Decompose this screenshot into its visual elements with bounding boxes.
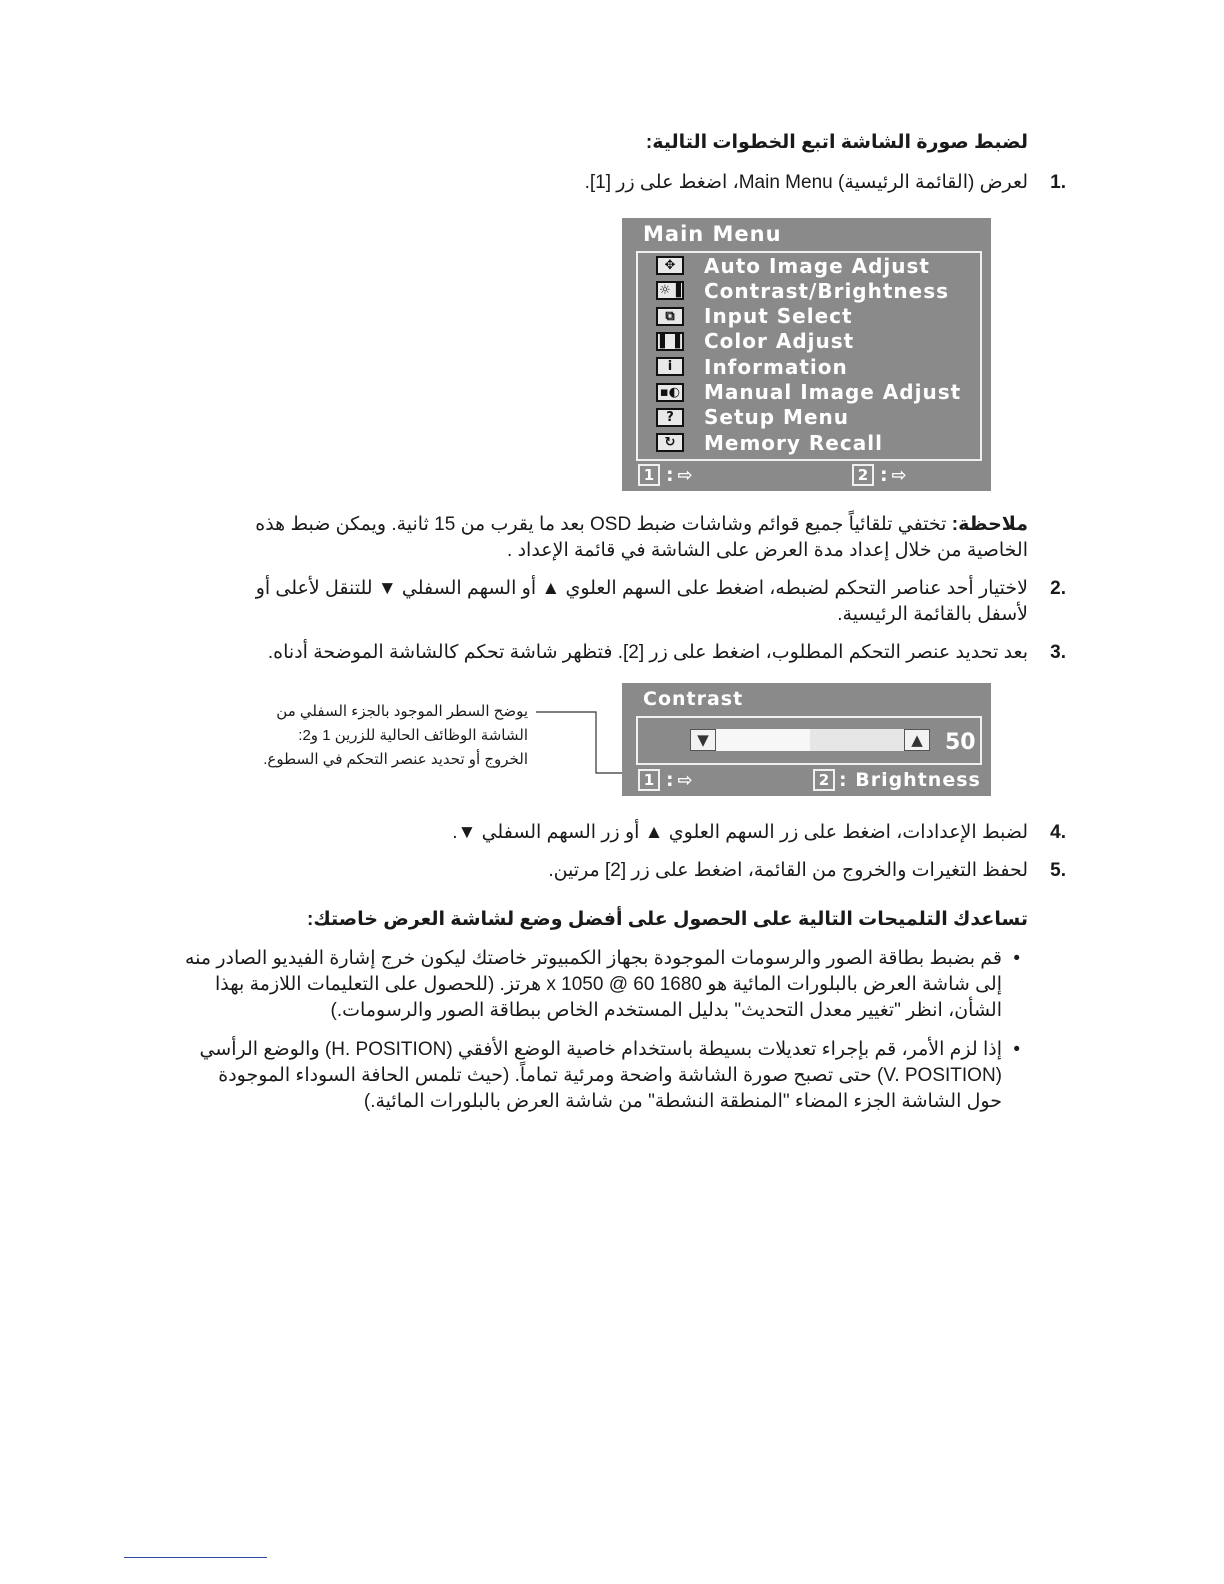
callout-line: الخروج أو تحديد عنصر التحكم في السطوع.	[263, 751, 528, 768]
footer-divider	[124, 1557, 267, 1558]
note-label: ملاحظة:	[951, 514, 1028, 535]
exit-icon: ⇨	[677, 769, 693, 791]
note-text: تختفي تلقائياً جميع قوائم وشاشات ضبط OSD بعد ما يقرب من 15 ثانية. ويمكن ضبط هذه الخاصية من خلال إعداد مدة العرض على الشاشة في قائمة الإعداد .	[255, 514, 1028, 561]
tip-bullet-2	[182, 1037, 1020, 1115]
tips-heading: تساعدك التلميحات التالية على الحصول على أفضل وضع لشاشة العرض خاصتك:	[307, 909, 1028, 930]
menu-item[interactable]	[656, 354, 848, 379]
step-5	[208, 858, 1066, 884]
menu-item[interactable]	[656, 329, 854, 354]
step-number: .2	[1050, 578, 1066, 599]
menu-item[interactable]	[656, 380, 961, 405]
osd-footer-left	[638, 464, 693, 486]
step-number: .4	[1050, 822, 1066, 843]
manual-adjust-icon: ▪◐	[656, 383, 684, 402]
contrast-brightness-icon: ☼▐	[656, 281, 684, 300]
step-number: .3	[1050, 642, 1066, 663]
information-icon: i	[656, 357, 684, 376]
step-1	[208, 170, 1066, 196]
menu-item-label: Information	[704, 354, 848, 379]
exit-icon: ⇨	[677, 464, 693, 486]
bullet-mark: •	[1013, 1039, 1020, 1060]
step-3	[208, 640, 1066, 666]
auto-adjust-icon: ✥	[656, 256, 684, 275]
step-text: لضبط الإعدادات، اضغط على زر السهم العلوي ▲ أو زر السهم السفلي ▼.	[452, 822, 1028, 843]
menu-item-label: Contrast/Brightness	[704, 278, 950, 303]
callout-text	[258, 700, 528, 772]
footer-sep: :	[880, 464, 888, 486]
menu-item-label: Memory Recall	[704, 430, 883, 455]
tip-text: إذا لزم الأمر، قم بإجراء تعديلات بسيطة باستخدام خاصية الوضع الأفقي (H. POSITION) والوضع الرأسي (V. POSITION) حتى تصبح صورة الشاشة واضحة ومرئية تماماً. (حيث تلمس الحافة السوداء الموجودة حول الشاشة الجزء المضاء "المنطقة النشطة" من شاشة العرض بالبلورات المائية.)	[199, 1039, 1002, 1112]
note	[218, 512, 1028, 564]
menu-item-label: Color Adjust	[704, 329, 855, 354]
menu-item-label: Input Select	[704, 304, 853, 329]
step-number: .1	[1050, 172, 1066, 193]
osd-title: Main Menu	[643, 222, 782, 246]
bullet-mark: •	[1013, 948, 1020, 969]
callout-connector	[530, 705, 630, 777]
brightness-label: : Brightness	[839, 769, 981, 791]
step-text: لعرض (القائمة الرئيسية) Main Menu، اضغط على زر [1].	[584, 172, 1028, 193]
footer-sep: :	[666, 464, 674, 486]
key-2-box: 2	[813, 769, 835, 791]
step-2	[208, 576, 1066, 628]
osd-footer-right	[852, 464, 907, 486]
osd-title: Contrast	[643, 688, 744, 710]
contrast-osd	[622, 683, 991, 796]
tip-bullet-1	[182, 946, 1020, 1024]
footer-sep: :	[666, 769, 674, 791]
menu-item-label: Manual Image Adjust	[704, 380, 962, 404]
step-text: بعد تحديد عنصر التحكم المطلوب، اضغط على زر [2]. فتظهر شاشة تحكم كالشاشة الموضحة أدناه.	[267, 642, 1028, 663]
step-number: .5	[1050, 860, 1066, 881]
memory-recall-icon: ↻	[656, 433, 684, 452]
osd-footer-right	[813, 769, 981, 791]
callout-line: يوضح السطر الموجود بالجزء السفلي من	[276, 703, 528, 720]
contrast-slider[interactable]	[690, 729, 930, 751]
tip-text: قم بضبط بطاقة الصور والرسومات الموجودة بجهاز الكمبيوتر خاصتك ليكون خرج إشارة الفيديو الصادر منه إلى شاشة العرض بالبلورات المائية هو 1680 x 1050 @ 60 هرتز. (للحصول على التعليمات اللازمة بهذا الشأن، انظر "تغيير معدل التحديث" بدليل المستخدم الخاص ببطاقة الصور والرسومات.)	[184, 948, 1002, 1021]
setup-menu-icon: ?	[656, 408, 684, 427]
main-menu-osd	[622, 218, 991, 491]
key-1-box: 1	[638, 464, 660, 486]
slider-down-arrow[interactable]: ▼	[690, 729, 716, 751]
osd-footer-left	[638, 769, 693, 791]
contrast-value: 50	[945, 730, 976, 755]
menu-item[interactable]	[656, 304, 853, 329]
key-1-box: 1	[638, 769, 660, 791]
step-text: لحفظ التغيرات والخروج من القائمة، اضغط على زر [2] مرتين.	[548, 860, 1028, 881]
section-heading: لضبط صورة الشاشة اتبع الخطوات التالية:	[645, 132, 1028, 153]
menu-item[interactable]	[656, 278, 949, 303]
menu-item-label: Auto Image Adjust	[704, 253, 930, 278]
menu-item[interactable]	[656, 430, 883, 455]
menu-item[interactable]	[656, 253, 930, 278]
slider-up-arrow[interactable]: ▲	[904, 729, 930, 751]
menu-item-label: Setup Menu	[704, 405, 849, 430]
step-text: لاختيار أحد عناصر التحكم لضبطه، اضغط على السهم العلوي ▲ أو السهم السفلي ▼ للتنقل لأعلى أو لأسفل بالقائمة الرئيسية.	[255, 578, 1028, 625]
color-adjust-icon: ▌▐	[656, 332, 684, 351]
step-4	[208, 820, 1066, 846]
exit-icon: ⇨	[891, 464, 907, 486]
key-2-box: 2	[852, 464, 874, 486]
menu-item[interactable]	[656, 405, 849, 430]
input-select-icon: ⧉	[656, 307, 684, 326]
callout-line: الشاشة الوظائف الحالية للزرين 1 و2:	[298, 727, 528, 744]
